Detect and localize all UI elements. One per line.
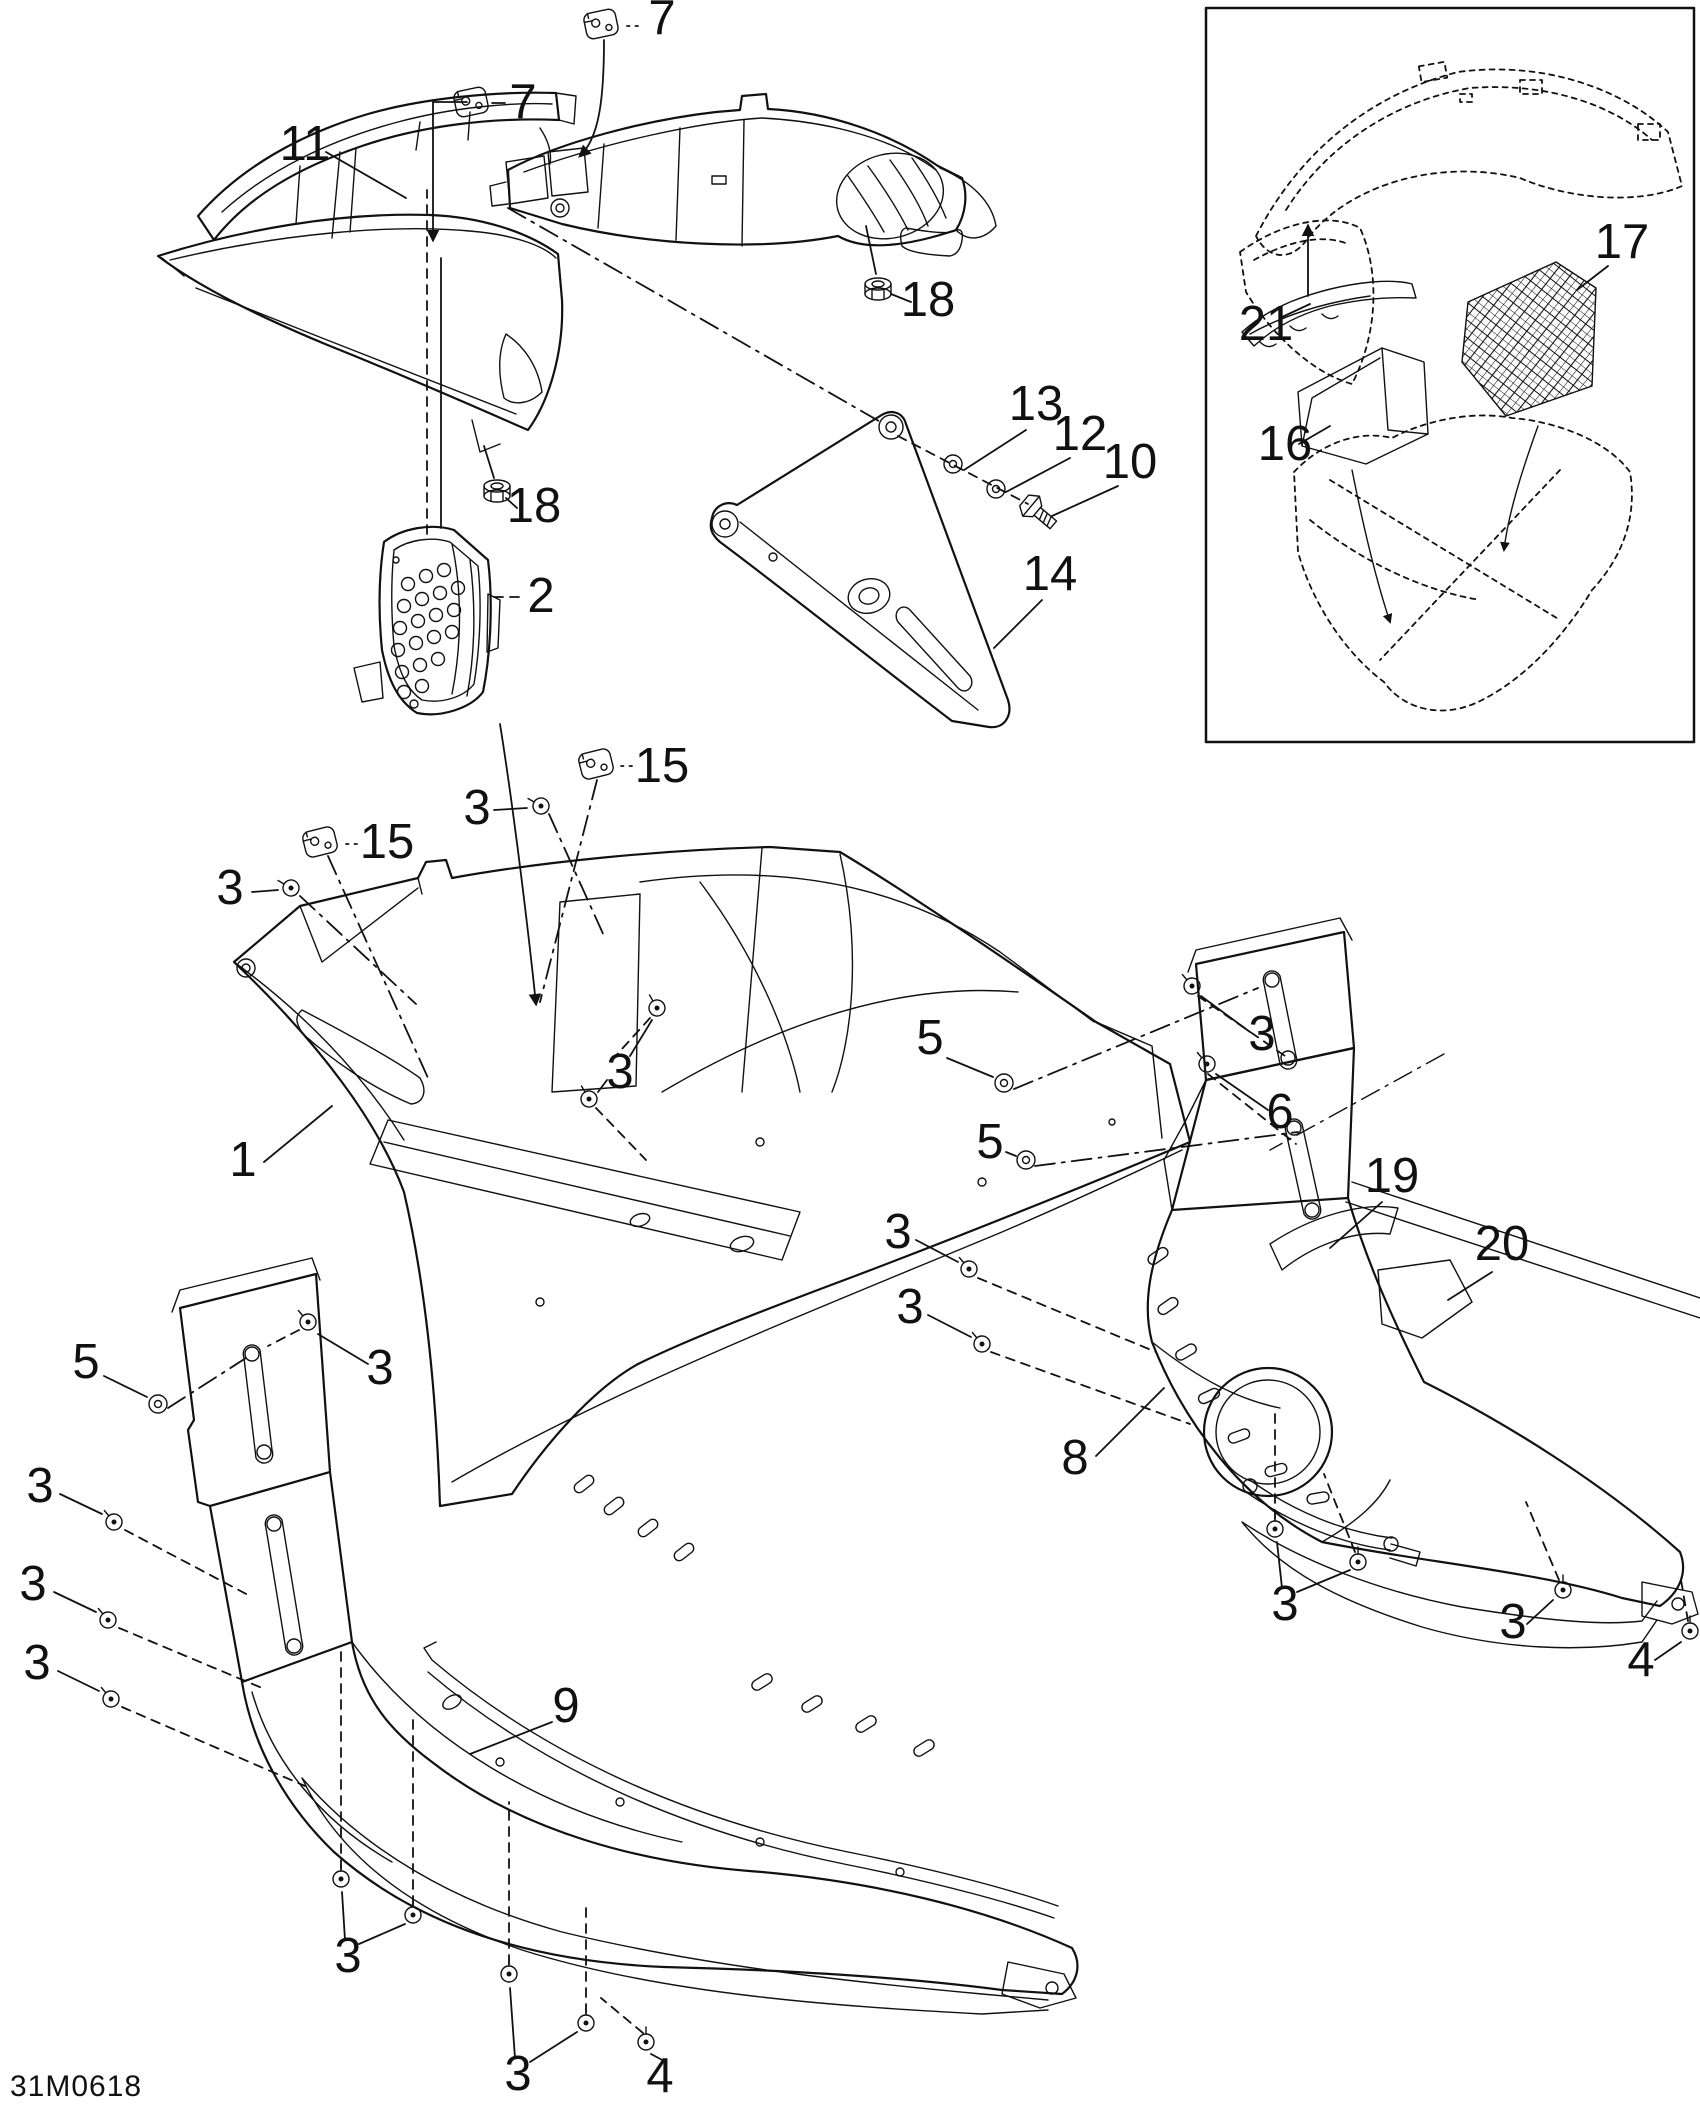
grille-holes xyxy=(392,564,465,699)
drawing-circle xyxy=(536,1298,544,1306)
drawing-circle xyxy=(414,659,427,672)
drawing-circle xyxy=(896,1868,904,1876)
leader-line xyxy=(1655,1642,1681,1660)
support-bracket-drawing xyxy=(711,412,1010,727)
drawing-rect xyxy=(602,1495,625,1516)
leader-line xyxy=(60,1494,102,1514)
sheet-code: 31M0618 xyxy=(10,2070,143,2103)
leader-line xyxy=(1052,486,1118,516)
inset-reference-box xyxy=(1206,8,1694,742)
drawing-circle xyxy=(257,1445,271,1459)
drawing-rect xyxy=(1306,1491,1329,1505)
drawing-rect xyxy=(854,1714,878,1734)
drawing-path xyxy=(896,607,972,691)
bottom-pan-center-drawing xyxy=(234,847,1190,1506)
drawing-circle xyxy=(434,587,447,600)
callout-number: 5 xyxy=(916,1011,944,1065)
drawing-circle xyxy=(712,511,738,537)
callout-3 xyxy=(19,1557,262,1688)
drawing-path xyxy=(1286,87,1652,210)
part-17-mesh-pad xyxy=(1462,262,1596,416)
drawing-circle xyxy=(430,609,443,622)
screw-icon xyxy=(92,1603,119,1631)
callout-1 xyxy=(229,1106,332,1187)
washer-icon xyxy=(944,455,962,473)
leader-line xyxy=(549,814,604,936)
callout-number: 3 xyxy=(1499,1595,1527,1649)
leader-line xyxy=(470,1722,552,1754)
callout-number: 19 xyxy=(1364,1149,1420,1203)
drawing-rect xyxy=(800,1694,824,1714)
callout-number: 3 xyxy=(366,1341,394,1395)
leader-line xyxy=(494,808,527,810)
drawing-path xyxy=(1504,426,1538,550)
drawing-path xyxy=(252,1642,682,1862)
drawing-circle xyxy=(402,578,415,591)
drawing-path xyxy=(1172,1048,1354,1210)
drawing-rect xyxy=(1638,124,1660,140)
leader-line xyxy=(119,1628,262,1688)
screw-icon xyxy=(643,991,668,1019)
callout-number: 3 xyxy=(606,1045,634,1099)
callout-3 xyxy=(1499,1502,1571,1649)
callout-layer xyxy=(19,0,1698,2103)
drawing-rect xyxy=(1156,1296,1180,1317)
callout-15 xyxy=(301,815,428,1078)
leader-line xyxy=(1096,1388,1164,1456)
drawing-ellipse xyxy=(844,574,893,618)
callout-16 xyxy=(1258,417,1330,471)
screw-icon xyxy=(524,792,552,817)
drawing-circle xyxy=(551,199,569,217)
drawing-path xyxy=(898,436,1028,504)
drawing-path xyxy=(1242,1522,1657,1648)
drawing-circle xyxy=(393,557,399,563)
callout-number: 13 xyxy=(1008,377,1064,431)
callout-3 xyxy=(333,1650,421,1983)
leader-line xyxy=(530,2032,577,2062)
drawing-circle xyxy=(398,600,411,613)
leader-line xyxy=(1527,1600,1553,1624)
screw-icon xyxy=(501,1959,517,1982)
drawing-rect xyxy=(912,1738,936,1758)
drawing-circle xyxy=(394,622,407,635)
drawing-path xyxy=(158,215,562,430)
support-beam-drawing xyxy=(490,94,996,256)
drawing-path xyxy=(711,412,1010,727)
callout-15 xyxy=(540,739,689,1002)
drawing-circle xyxy=(420,570,433,583)
callout-3 xyxy=(216,861,416,1004)
drawing-circle xyxy=(438,564,451,577)
drawing-rect xyxy=(1264,1462,1288,1477)
drawing-circle xyxy=(398,686,411,699)
drawing-path xyxy=(640,848,1094,1092)
screw-icon xyxy=(578,2008,594,2031)
callout-number: 21 xyxy=(1238,297,1294,351)
drawing-path xyxy=(1352,470,1390,622)
drawing-circle xyxy=(886,422,896,432)
callout-number: 17 xyxy=(1594,215,1650,269)
leader-line xyxy=(58,1671,99,1691)
drawing-rect xyxy=(1227,1428,1251,1445)
part-16-foam-pad xyxy=(1298,348,1428,464)
drawing-circle xyxy=(432,653,445,666)
leader-line xyxy=(318,1334,368,1364)
drawing-path xyxy=(1188,918,1352,972)
callout-number: 3 xyxy=(463,781,491,835)
drawing-circle xyxy=(446,626,459,639)
callout-3 xyxy=(884,1205,1156,1352)
leader-line xyxy=(168,1358,246,1408)
drawing-rect xyxy=(1197,1387,1221,1405)
callout-number: 18 xyxy=(900,273,956,327)
drawing-circle xyxy=(1046,1982,1058,1994)
drawing-ellipse xyxy=(857,586,880,607)
drawing-path xyxy=(392,539,480,701)
drawing-circle xyxy=(267,1517,281,1531)
drawing-path xyxy=(180,1274,330,1506)
drawing-path xyxy=(198,93,559,240)
drawing-rect xyxy=(636,1517,659,1538)
callout-number: 3 xyxy=(19,1557,47,1611)
callout-number: 3 xyxy=(1271,1577,1299,1631)
leader-line xyxy=(104,1376,147,1397)
screw-icon xyxy=(95,1682,122,1710)
drawing-rect xyxy=(672,1541,695,1562)
callout-3 xyxy=(575,991,668,1160)
drawing-circle xyxy=(410,700,418,708)
drawing-path xyxy=(452,544,474,696)
callout-number: 3 xyxy=(884,1205,912,1259)
callout-8 xyxy=(1061,1388,1164,1485)
callout-number: 6 xyxy=(1266,1085,1294,1139)
nut-icon xyxy=(865,278,891,300)
drawing-circle xyxy=(1109,1119,1115,1125)
drawing-circle xyxy=(496,1758,504,1766)
leader-line xyxy=(1035,1132,1298,1166)
drawing-circle xyxy=(392,644,405,657)
drawing-path xyxy=(297,1010,424,1104)
drawing-circle xyxy=(756,1138,764,1146)
drawing-path xyxy=(234,847,1190,1506)
air-vent-louver xyxy=(827,142,952,250)
leader-line xyxy=(964,430,1026,470)
callout-number: 2 xyxy=(527,569,555,623)
drawing-rect xyxy=(572,1473,595,1494)
clip-icon xyxy=(577,748,614,781)
drawing-circle xyxy=(412,615,425,628)
screw-icon xyxy=(292,1305,319,1333)
drawing-path xyxy=(490,148,588,206)
drawing-ellipse xyxy=(440,1692,463,1712)
callout-3 xyxy=(26,1459,250,1596)
leader-line xyxy=(359,1924,405,1944)
callout-number: 5 xyxy=(976,1115,1004,1169)
drawing-path xyxy=(162,258,500,452)
leader-line xyxy=(866,226,876,274)
drawing-circle xyxy=(978,1178,986,1186)
callout-4 xyxy=(1627,1580,1698,1687)
drawing-path xyxy=(196,288,516,414)
drawing-path xyxy=(170,229,556,260)
screw-icon xyxy=(274,874,302,899)
beam-clip-mark xyxy=(712,176,726,184)
leader-line xyxy=(928,1315,971,1337)
drawing-path xyxy=(598,120,744,246)
callout-3 xyxy=(23,1636,305,1786)
drawing-circle xyxy=(416,680,429,693)
drawing-path xyxy=(1270,1054,1444,1150)
screw-icon xyxy=(966,1327,993,1355)
screw-icon xyxy=(953,1252,980,1280)
callout-number: 18 xyxy=(506,479,562,533)
leader-line xyxy=(1297,1570,1350,1592)
callout-number: 1 xyxy=(229,1133,257,1187)
screw-icon xyxy=(98,1505,125,1533)
callout-number: 12 xyxy=(1052,407,1108,461)
leader-line xyxy=(1006,1152,1016,1156)
callout-number: 7 xyxy=(648,0,676,45)
screw-icon xyxy=(333,1864,349,1887)
callout-2 xyxy=(494,569,555,623)
leader-line xyxy=(1324,1474,1355,1552)
leader-line xyxy=(1526,1502,1559,1580)
drawing-path xyxy=(1002,1962,1076,2008)
callout-number: 3 xyxy=(1248,1007,1276,1061)
leader-line xyxy=(328,856,428,1078)
leader-line xyxy=(122,1707,305,1786)
leader-line xyxy=(1216,1074,1268,1110)
right-lateral-console-drawing xyxy=(1146,918,1700,1648)
callout-number: 3 xyxy=(504,2047,532,2101)
clip-icon xyxy=(583,8,620,40)
washer-icon xyxy=(149,1395,167,1413)
drawing-path xyxy=(500,724,536,1004)
callout-number: 10 xyxy=(1102,435,1158,489)
leader-line xyxy=(268,1330,299,1346)
drawing-circle xyxy=(245,1347,259,1361)
callout-number: 3 xyxy=(896,1280,924,1334)
leader-line xyxy=(54,1592,96,1612)
drawing-path xyxy=(1294,415,1632,710)
drawing-path xyxy=(500,334,542,403)
callout-3 xyxy=(268,1305,394,1395)
callout-13 xyxy=(944,377,1063,473)
washer-icon xyxy=(1017,1151,1035,1169)
callout-3 xyxy=(501,1802,594,2101)
callout-20 xyxy=(1448,1217,1529,1300)
front-fascia-drawing xyxy=(158,215,562,452)
callout-number: 8 xyxy=(1061,1431,1089,1485)
callout-number: 15 xyxy=(359,815,415,869)
part-9-strip xyxy=(424,1642,1058,1918)
callout-number: 7 xyxy=(509,75,537,129)
drawing-circle xyxy=(720,519,730,529)
callout-14 xyxy=(994,547,1077,648)
washer-icon xyxy=(987,480,1005,498)
callout-3 xyxy=(896,1280,1190,1424)
drawing-circle xyxy=(616,1798,624,1806)
drawing-path xyxy=(210,1472,352,1682)
callout-number: 3 xyxy=(23,1636,51,1690)
washer-icon xyxy=(995,1074,1013,1092)
drawing-circle xyxy=(879,415,903,439)
drawing-path xyxy=(1152,1342,1390,1542)
drawing-path xyxy=(740,522,978,710)
leader-line xyxy=(264,1106,332,1162)
drawing-path xyxy=(508,208,884,424)
drawing-rect xyxy=(1460,94,1472,102)
drawing-circle xyxy=(448,604,461,617)
grille-drawing xyxy=(354,527,500,714)
drawing-path xyxy=(1096,1022,1162,1138)
drawing-circle xyxy=(410,637,423,650)
leader-line xyxy=(125,1530,250,1596)
callout-number: 4 xyxy=(646,2049,674,2103)
drawing-circle xyxy=(1305,1203,1319,1217)
callout-5 xyxy=(976,1115,1298,1169)
drawing-ellipse xyxy=(629,1211,652,1229)
drawing-path xyxy=(848,158,946,232)
drawing-circle xyxy=(1216,1380,1320,1484)
leader-line xyxy=(1006,458,1070,492)
screw-icon xyxy=(575,1082,600,1110)
leader-line xyxy=(947,1058,993,1077)
drawing-rect xyxy=(1520,80,1542,94)
drawing-circle xyxy=(416,593,429,606)
drawing-path xyxy=(662,882,1018,1092)
callout-5 xyxy=(72,1335,246,1413)
part-19-strip xyxy=(1270,1207,1398,1270)
drawing-circle xyxy=(1265,973,1279,987)
callout-number: 11 xyxy=(279,117,331,171)
callout-number: 4 xyxy=(1627,1633,1655,1687)
drawing-ellipse xyxy=(728,1234,755,1255)
callout-3 xyxy=(463,781,604,936)
drawing-rect xyxy=(750,1672,774,1692)
clip-icon xyxy=(301,826,338,859)
callout-number: 3 xyxy=(216,861,244,915)
callout-18 xyxy=(484,446,561,533)
drawing-circle xyxy=(1672,1598,1684,1610)
callout-number: 20 xyxy=(1474,1217,1530,1271)
callout-4 xyxy=(601,1998,674,2103)
leader-line xyxy=(994,600,1042,648)
callout-number: 9 xyxy=(552,1679,580,1733)
drawing-path xyxy=(1310,470,1560,660)
drawing-circle xyxy=(756,1838,764,1846)
drawing-circle xyxy=(428,631,441,644)
callout-number: 3 xyxy=(334,1929,362,1983)
drawing-circle xyxy=(769,553,777,561)
leader-line xyxy=(601,1998,643,2033)
callout-21 xyxy=(1239,297,1310,351)
leader-line xyxy=(252,890,278,892)
callout-17 xyxy=(1577,215,1649,290)
callout-number: 15 xyxy=(634,739,690,793)
drawing-path xyxy=(1148,1198,1683,1606)
leader-line xyxy=(978,1278,1156,1352)
leader-line xyxy=(596,1108,646,1160)
drawing-path xyxy=(243,1345,272,1463)
leader-line xyxy=(1448,1272,1492,1300)
callout-number: 5 xyxy=(72,1335,100,1389)
callout-number: 16 xyxy=(1257,417,1313,471)
callout-number: 3 xyxy=(26,1459,54,1513)
part-20-pad xyxy=(1378,1260,1472,1338)
drawing-path xyxy=(940,168,996,238)
bolt-icon xyxy=(1016,490,1062,534)
drawing-circle xyxy=(287,1639,301,1653)
drawing-path xyxy=(265,1515,302,1655)
leader-line xyxy=(484,446,494,478)
drawing-rect xyxy=(1174,1342,1198,1362)
callout-number: 14 xyxy=(1022,547,1078,601)
drawing-circle xyxy=(556,204,564,212)
